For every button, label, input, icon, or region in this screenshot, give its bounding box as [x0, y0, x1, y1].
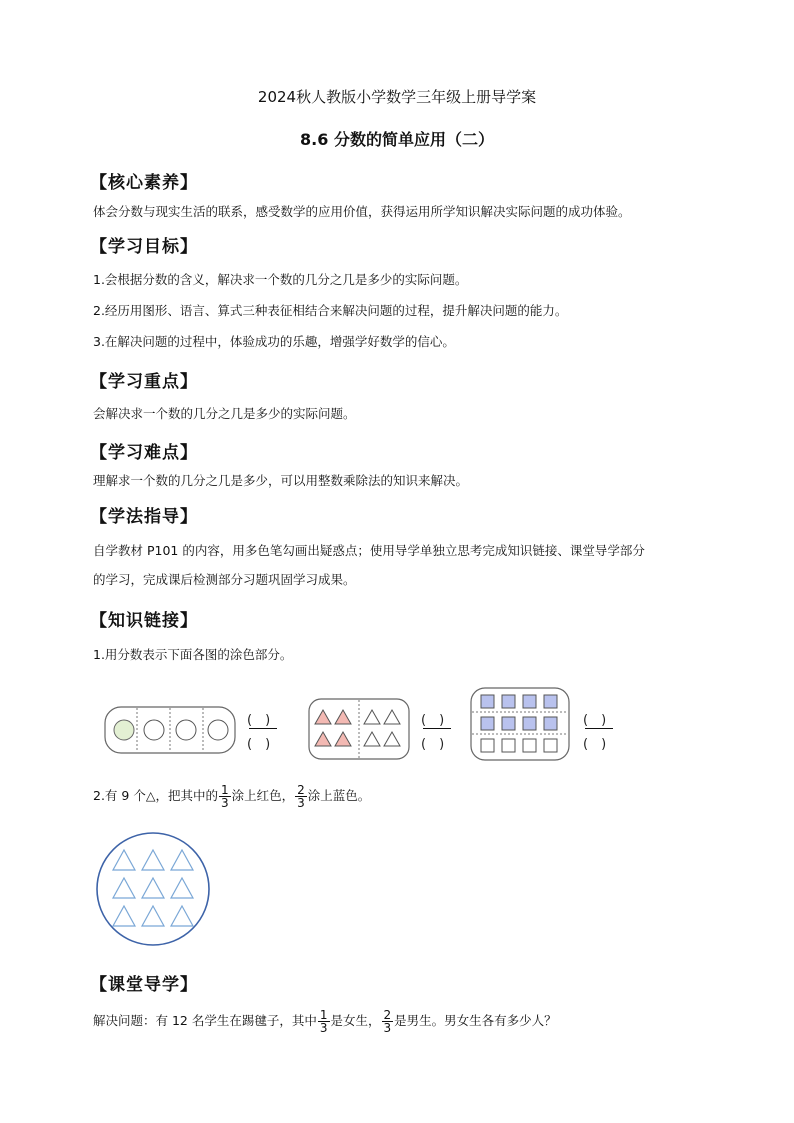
- shaded-square: [481, 695, 494, 708]
- blank-numerator: ( ): [247, 713, 271, 728]
- key-text: 会解决求一个数的几分之几是多少的实际问题。: [93, 406, 356, 421]
- figure-squares: [470, 687, 570, 761]
- triangle-shape: [171, 878, 193, 898]
- blank-numerator: ( ): [421, 713, 445, 728]
- blank-denominator: ( ): [583, 737, 607, 752]
- triangle-shape: [113, 906, 135, 926]
- triangle-shape: [142, 850, 164, 870]
- triangle-shape: [364, 710, 380, 724]
- shaded-triangle: [335, 710, 351, 724]
- blank-denominator: ( ): [247, 737, 271, 752]
- circle-shape: [208, 720, 228, 740]
- shaded-square: [481, 717, 494, 730]
- fraction-two-thirds: [382, 1009, 394, 1034]
- class-prefix: 解决问题：有 12 名学生在踢毽子，其中: [93, 1013, 317, 1028]
- blank-denominator: ( ): [421, 737, 445, 752]
- triangle-shape: [171, 850, 193, 870]
- goal-item-3: 3.在解决问题的过程中，体验成功的乐趣，增强学好数学的信心。: [93, 334, 455, 349]
- fraction-numerator: 2: [383, 1008, 392, 1022]
- fraction-bar: [585, 728, 613, 729]
- shaded-triangle: [335, 732, 351, 746]
- core-heading: 【核心素养】: [90, 173, 198, 193]
- q2-suffix: 涂上蓝色。: [307, 788, 371, 803]
- triangle-shape: [113, 878, 135, 898]
- figure-triangles: [308, 698, 410, 760]
- links-heading: 【知识链接】: [90, 611, 198, 631]
- shaded-square: [502, 695, 515, 708]
- lesson-title: 8.6 分数的简单应用（二）: [300, 130, 494, 149]
- square-shape: [502, 739, 515, 752]
- method-heading: 【学法指导】: [90, 507, 198, 527]
- fraction-numerator: 1: [319, 1008, 328, 1022]
- shaded-square: [544, 695, 557, 708]
- square-shape: [481, 739, 494, 752]
- triangle-shape: [142, 878, 164, 898]
- fraction-two-thirds: [295, 784, 307, 809]
- goal-item-1: 1.会根据分数的含义，解决求一个数的几分之几是多少的实际问题。: [93, 272, 468, 287]
- method-text-line1: 自学教材 P101 的内容，用多色笔勾画出疑惑点；使用导学单独立思考完成知识链接、课堂导学部分: [93, 543, 645, 558]
- triangle-shape: [171, 906, 193, 926]
- class-suffix: 是男生。男女生各有多少人？: [394, 1013, 557, 1028]
- shaded-triangle: [315, 732, 331, 746]
- fraction-denominator: 3: [220, 796, 229, 810]
- shaded-square: [544, 717, 557, 730]
- figure-nine-triangles: [95, 832, 215, 948]
- shaded-square: [523, 695, 536, 708]
- class-question: [93, 1005, 733, 1037]
- fraction-denominator: 3: [319, 1021, 328, 1035]
- core-text: 体会分数与现实生活的联系，感受数学的应用价值，获得运用所学知识解决实际问题的成功体验。: [93, 204, 631, 219]
- answer-fraction-3[interactable]: [583, 709, 615, 753]
- circle-shape: [176, 720, 196, 740]
- difficulty-text: 理解求一个数的几分之几是多少，可以用整数乘除法的知识来解决。: [93, 473, 469, 488]
- circle-shape: [144, 720, 164, 740]
- key-heading: 【学习重点】: [90, 372, 198, 392]
- shaded-square: [523, 717, 536, 730]
- fraction-denominator: 3: [383, 1021, 392, 1035]
- triangle-shape: [384, 710, 400, 724]
- triangle-shape: [142, 906, 164, 926]
- shaded-circle: [114, 720, 134, 740]
- square-shape: [544, 739, 557, 752]
- fraction-denominator: 3: [297, 796, 305, 810]
- links-question-2: [93, 780, 713, 812]
- q2-mid: 涂上红色，: [231, 788, 295, 803]
- figure-quarter-circles: [104, 706, 236, 754]
- goal-item-2: 2.经历用图形、语言、算式三种表征相结合来解决问题的过程，提升解决问题的能力。: [93, 303, 568, 318]
- square-shape: [523, 739, 536, 752]
- fraction-bar: [423, 728, 451, 729]
- q2-prefix: 2.有 9 个△，把其中的: [93, 788, 218, 803]
- fraction-one-third: [219, 784, 231, 809]
- difficulty-heading: 【学习难点】: [90, 443, 198, 463]
- answer-fraction-2[interactable]: [421, 709, 453, 753]
- fraction-one-third: [318, 1009, 330, 1034]
- shaded-square: [502, 717, 515, 730]
- triangle-shape: [113, 850, 135, 870]
- triangle-shape: [384, 732, 400, 746]
- method-text-line2: 的学习，完成课后检测部分习题巩固学习成果。: [93, 572, 356, 587]
- answer-fraction-1[interactable]: [247, 709, 279, 753]
- links-question-1: 1.用分数表示下面各图的涂色部分。: [93, 647, 293, 662]
- class-mid: 是女生，: [330, 1013, 381, 1028]
- shaded-triangle: [315, 710, 331, 724]
- blank-numerator: ( ): [583, 713, 607, 728]
- class-heading: 【课堂导学】: [90, 975, 198, 995]
- triangle-shape: [364, 732, 380, 746]
- document-title: 2024秋人教版小学数学三年级上册导学案: [257, 88, 537, 106]
- fraction-numerator: 2: [297, 783, 305, 797]
- goals-heading: 【学习目标】: [90, 237, 198, 257]
- fraction-bar: [249, 728, 277, 729]
- fraction-numerator: 1: [220, 783, 229, 797]
